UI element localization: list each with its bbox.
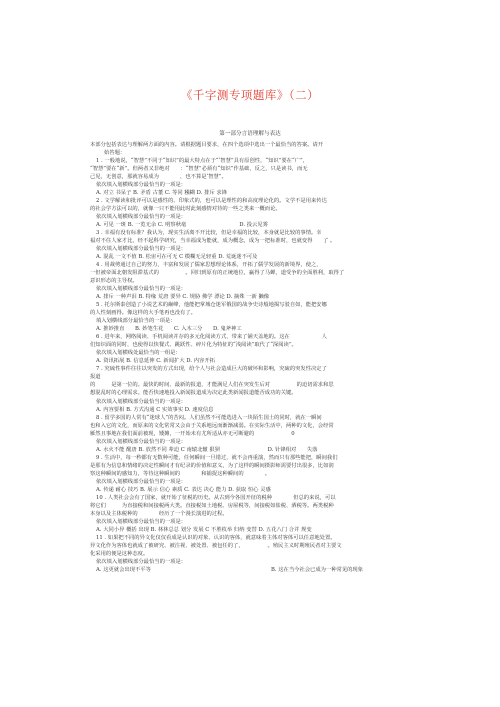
text-line: 3 . 幸福有没有标准？我认为，现实生活离不开比较，但是幸福的比较，本身就是比较的事情。幸 [96,230,322,237]
text-line: 的社会学方法可以的，就像一只不能用此时此刻感情对待的一些之类来一概而论。 [90,206,281,213]
text-line: 也和入它的文化，而原来的文化常常又会由于关系地远而渐渐减弱。在实际生活中，两种的文化，会经常 [90,422,334,429]
text-line: 依次填入划横线部分最恰当的一项是： [96,558,187,565]
text-line: 己见，无创意，那就容易成为 ，也不算是‘智慧”。 [90,174,227,181]
document-title: 《千字测专项题库》（二） [180,88,320,102]
text-line: 的人性刻画得。像这样的大手笔再也没有了。 [90,310,196,317]
text-line: A. 传递 耐心 技巧 B. 展示 信心 素质 C. 表达 决心 能力 D. 获取 恒心 灵感 [96,486,271,493]
section-heading: 第一部分言语理解与表达 [219,131,281,137]
text-line: A. 排斥 一种声泪 B. 特缘 荒唐 要异 C. 规胁 佛学 漂论 D. 摘殊 一新 獭像 [96,294,270,301]
text-line: 4 . 用裁剪通过自己的努力，丰富和发展了儒家思想理论体系，开拓了儒学发展的新境界，使之， [96,262,322,269]
text-line: A. 混乱 一文不值 B. 松宙可在可无 C 模糊无足轻重 D. 荒诞迷不可及 [96,254,258,261]
text-line: 7 . 究硫性事件往往以突发的方式出现，给个人与社会造成巨大的破坏和影响，究硫的突发性决定了 [96,366,327,373]
text-line: 报道 [90,374,101,381]
text-line: 依次填入划横线部分最恰当的一项是： [96,478,187,485]
option-line-last [90,566,450,574]
text-line: 2 . 文学解读和批评可以是感性的、印象式的，也可以是理性的和高度理论化的。文学不是用来传达 [96,198,327,205]
text-line: A. 大同小异 概括 出现 B. 林林总总 划分 发展 C 不胜枚举 归纳 变替 D. 五花八门 合并 规变 [96,526,312,533]
text-line: 福对不住人家才比，经不起科学研究，当幸福成为能就，成为概念，成为一把标准时，也就变得 了 。 [90,238,336,245]
text-line: A. 推妙推直 B. 妙笔生花 C. 入木三分 D. 鬼斧神工 [96,326,242,333]
text-line: 察这种瞬间的感知力，等待这种瞬间的 和捕捉这种瞬间的 。 [90,470,271,477]
text-line: 依次填入划横线部分最恰当的一项是： [96,518,187,525]
text-line: 6 . 进年来，网络阅读、手机阅读并存的多元化阅读方式，带来了铺天盖地的。这在 人 [96,334,327,341]
text-line: 依次填入划横线部分最恰当的一项是： [96,398,187,405]
text-line: 5 . 托尔斯泰创造了小说艺术的巅峰，他能把掌城仓迷军俄国的战争史诗般地揭写驳自如，能把安娜 [96,302,327,309]
text-line: “智慧”要在“新”。但两者又非绝对 ：“智慧”必须有“知识”作基础，反之，只是读书，而无 [90,166,308,173]
text-line: 意识形态的主导权。 [90,278,138,285]
text-line: 异文化作为客体也就成了被研究、被注视、被处置、被包任的了， 。殖民主义时期殖民者对主要文 [90,542,342,549]
text-line: 本部分包括表达与理解两方面的内容。请根据题目要求，在四个选项中选出一个最恰当的答案。请开 [90,142,324,148]
text-line: A. 水火不能 醒唐 B. 放然不同 辈迫 C 南辕北辙 狠狈 D. 针锋相对 失落 [96,446,318,453]
text-line: 本身以及主体税种的 经历了一个漫长演进的过程。 [90,510,228,517]
option-b: B. 这在当今社会已成为一种常见的现象 [271,566,364,573]
text-line: 始答题： [104,150,126,157]
text-line: A. 可见 一斑 B. 一览无余 C. 明察秋毫 D. 投云见雾 [96,222,268,229]
text-line: 11 . 如果把不同的异文化仅仅看成是认识的对象、认识的客体，就意味着主体对客体可以任意地处置。 [96,534,336,541]
text-line: 依次填入划横线部分最恰当的一项是： [96,182,187,189]
text-line: 是那有为信息和情绪的决定性瞬间才有纪录的价值和意义，为了这样的瞬间摄影师需要付出很多，比如润 [90,462,334,469]
text-line: 10 . 人类社会会有了国家，就开始了征税的历史。从古到今各国开征的税种 但总的来说，可以 [96,494,336,501]
text-line: 8 . 留学多国的人常有“迷球人”的苦闷。人们虽然不可能选进入一块陌生国土的同时，就在一瞬间 [96,414,322,421]
text-line: 化采用的便是这种态度。 [90,550,149,557]
text-line: 9 . 生活中，每一秒都有无数种可能，任何瞬间一旦错过，就不会再重演，然而只有那些能把，瞬间我们 [96,454,338,461]
text-line: 们知识面的同时，也使得以快餐式、跳跃性、碎片化为特征的“浅阅读”取代了“深阅读”。 [90,342,297,349]
text-line: 依次填入划横线部分最恰当的一项是： [96,246,187,253]
document-body [90,141,450,574]
text-line: A. 对立 书呆子 B. 矛盾 古董 C. 等同 糨糊 D. 排斥 求锋 [96,190,227,197]
text-line: A. 内容要相 B. 方式沟通 C 实效事实 D. 速度信息 [96,406,214,413]
text-line: 依次填入划横线处最恰当的一组是： [96,350,181,357]
text-line: A. 资讯拓展 B. 信息延伸 C. 新闻扩大 D. 内容开拓 [96,358,215,365]
text-line: 一但被帝面北朝发阻滞基式的 。回归到原有的正统地位，赢得了马蝉，道受争的全面胜利，取得了 [90,270,345,277]
text-line: 依次填入划横线部分最恰当的一项是： [96,286,187,293]
text-line: 雁然且事地在我们面前被现，矮摊，一开始未有尤所适从亦无可断避的 0 [90,430,295,437]
option-a: A. 这更就会出现不平等 [96,566,151,573]
text-line: 填入划横线部分最恰当的一项是： [96,318,176,325]
text-line: 的 是第一位的。最快的时间、最新的报道，才能满足人们在突发生后对 的迫切需求和思 [90,382,334,389]
text-line: 依次填入划横线部分最恰当的一项是： [96,438,187,445]
text-line: 想混乱时的心理需求。能否快速地投入新闻报道成为决定此类新闻报道能否成功的关键。 [90,390,297,397]
text-line: 依次填入划横线部分最恰当的一项是： [96,214,187,221]
text-line: 将它们 为直接税和间接税两大类。直接税如土地税、房屋税等，间接税如盐税、酒税等。两类税种 [90,502,334,509]
text-line: 1 . 一般地说，“智慧”不同于“知识”的最大特点在于“‘智慧”具有原创性，“知识”要在“广”， [96,158,308,165]
